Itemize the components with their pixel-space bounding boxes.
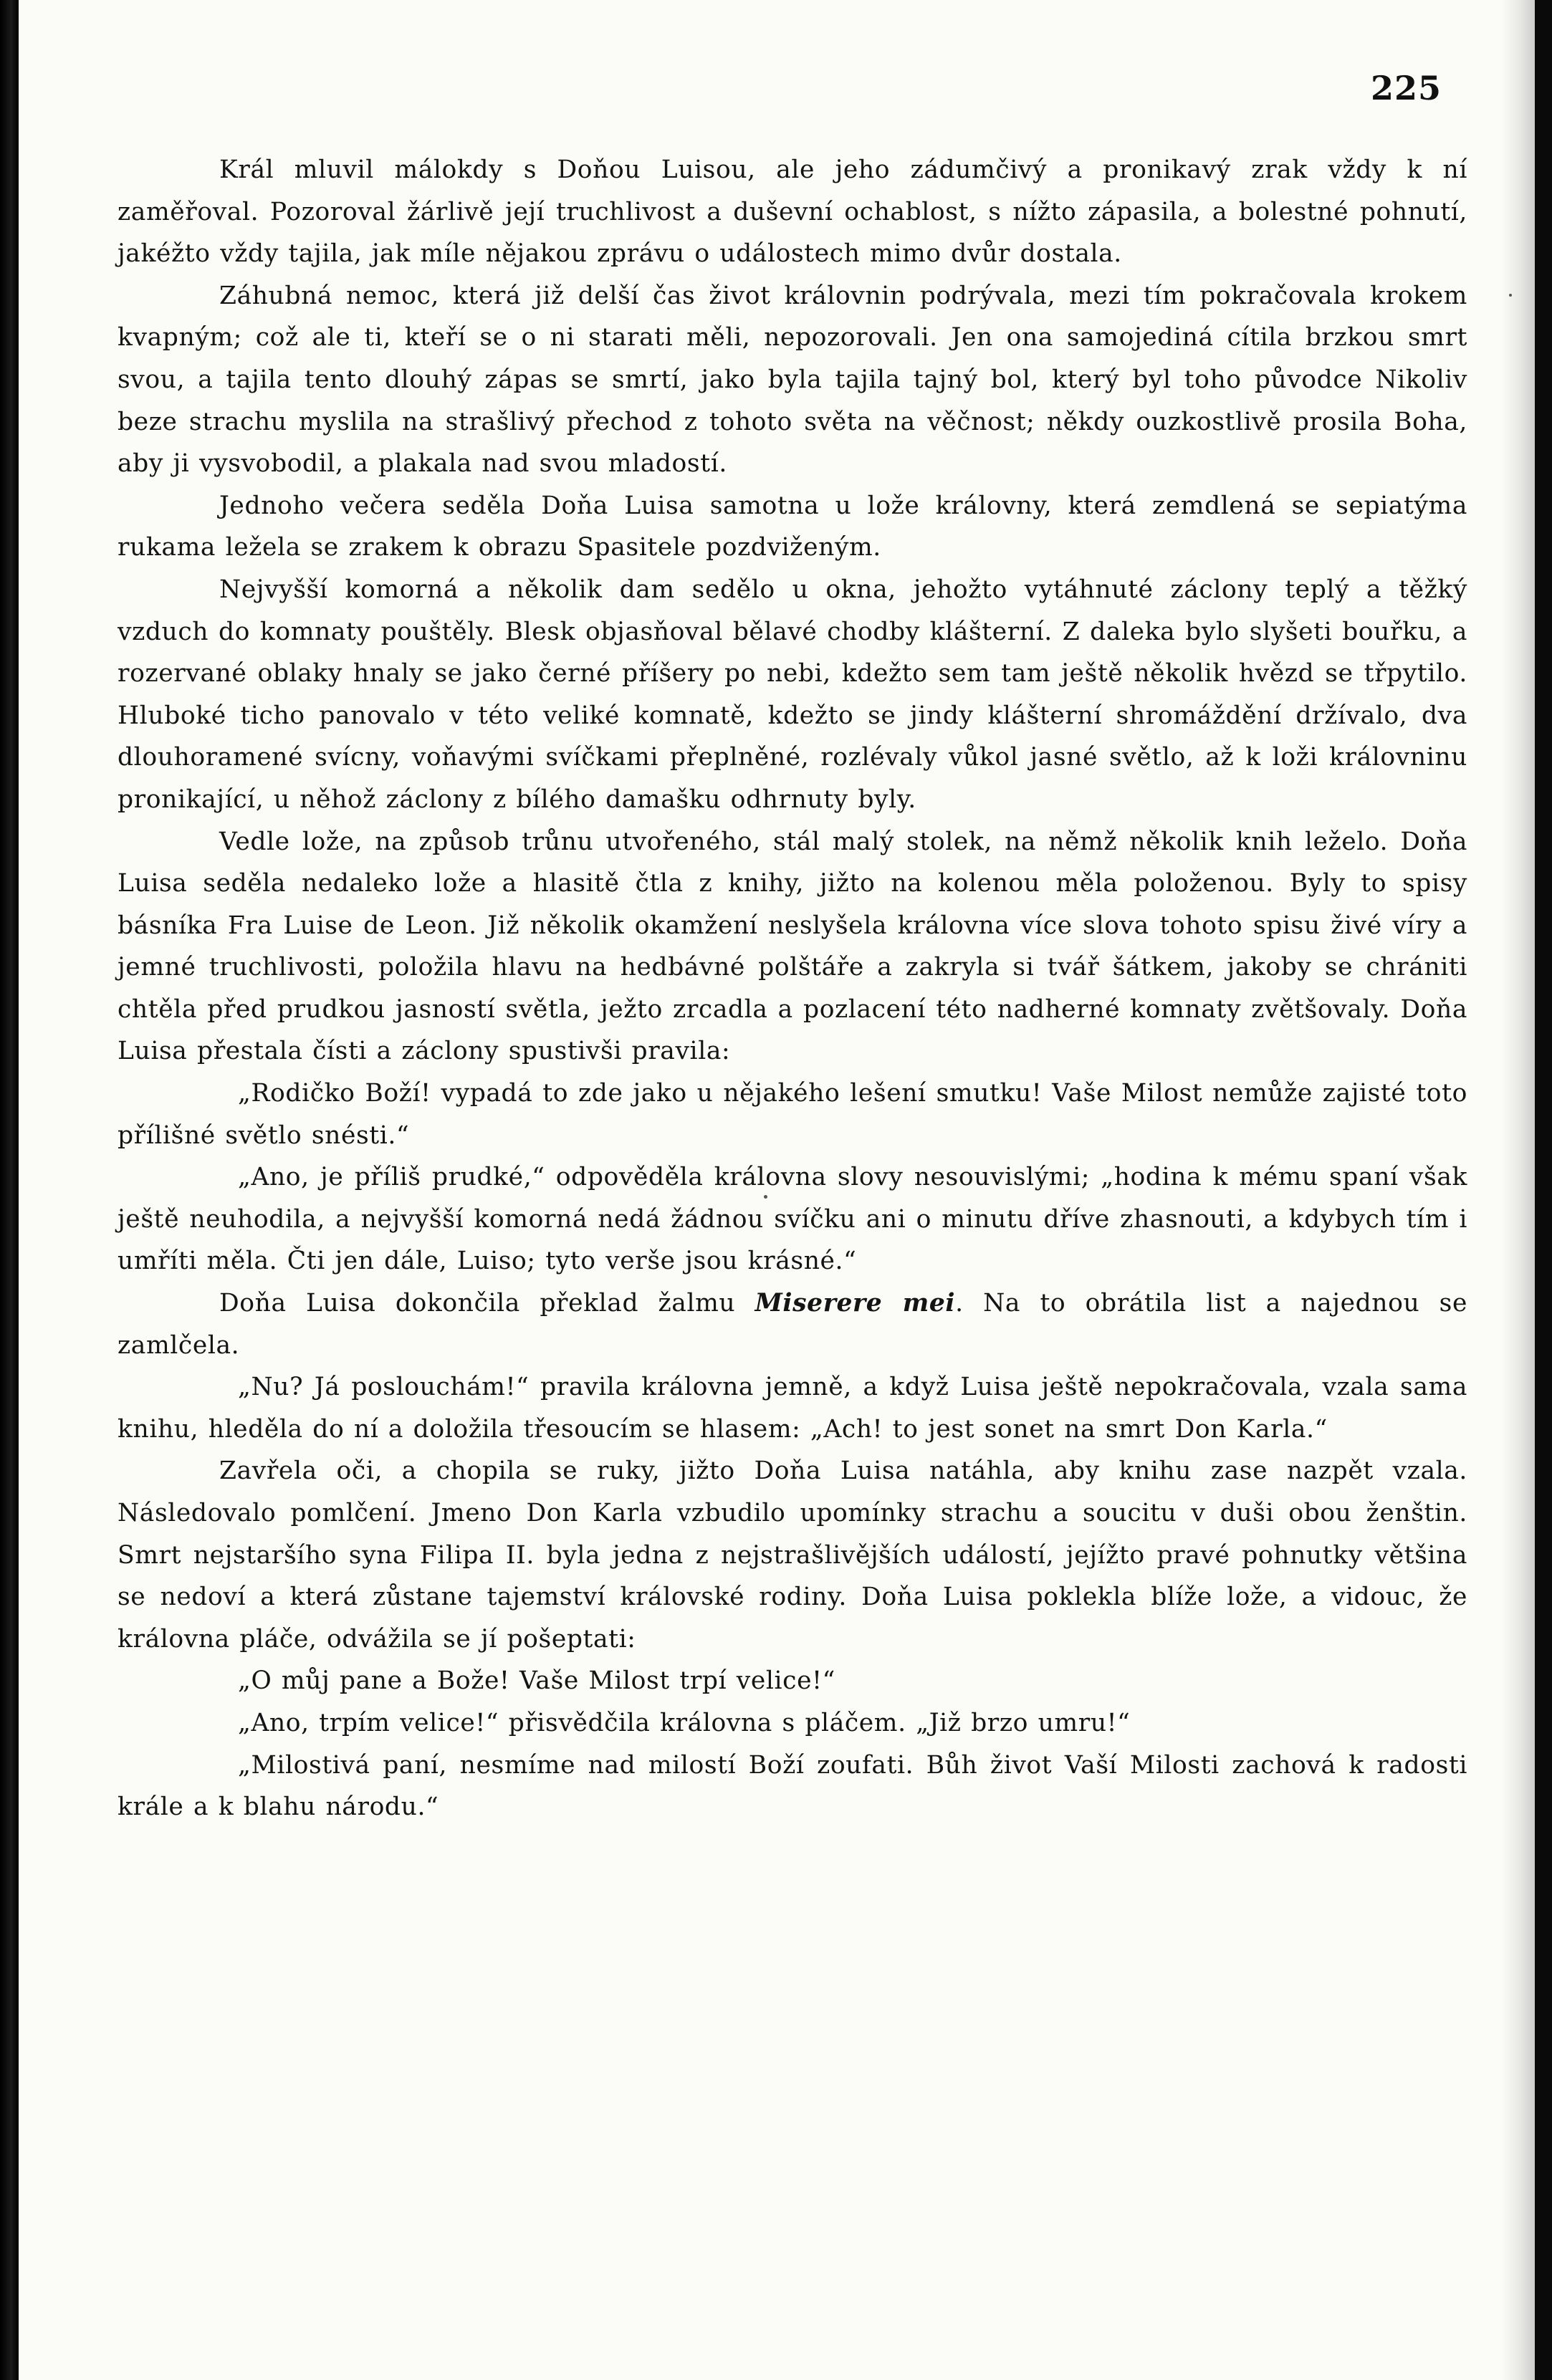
page-gutter-shadow (1502, 0, 1535, 2380)
paragraph-11-dialogue: „O můj pane a Bože! Vaše Milost trpí velice!“ (238, 1666, 835, 1696)
paragraph-9-dialogue: „Nu? Já poslouchám!“ pravila královna jemně, a když Luisa ještě nepokračovala, vzala sama knihu, hleděla do ní a doložila třesoucím se hlasem: „Ach! to jest sonet na smrt Don Karla.“ (118, 1373, 1467, 1444)
paragraph-1: Král mluvil málokdy s Doňou Luisou, ale jeho zádumčivý a pronikavý zrak vždy k ní zaměřoval. Pozoroval žárlivě její truchlivost a duševní ochablost, s nížto zápasila, a bolestné pohnutí, jakéžto vždy tajila, jak míle nějakou zprávu o událostech mimo dvůr dostala. (118, 155, 1467, 269)
book-page (19, 0, 1535, 2380)
paragraph-2: Záhubná nemoc, která již delší čas život královnin podrývala, mezi tím pokračovala krokem kvapným; což ale ti, kteří se o ni starati měli, nepozorovali. Jen ona samojediná cítila brzkou smrt svou, a tajila tento dlouhý zápas se smrtí, jako byla tajila tajný bol, který byl toho původce Nikoliv beze strachu myslila na strašlivý přechod z tohoto světa na věčnost; někdy ouzkostlivě prosila Boha, aby ji vysvobodil, a plakala nad svou mladostí. (118, 281, 1467, 479)
paragraph-10: Zavřela oči, a chopila se ruky, jižto Doňa Luisa natáhla, aby knihu zase nazpět vzala. Následovalo pomlčení. Jmeno Don Karla vzbudilo upomínky strachu a soucitu v duši obou ženštin. Smrt nejstaršího syna Filipa II. byla jedna z nejstrašlivějších událostí, jejížto pravé pohnutky většina se nedoví a která zůstane tajemství královské rodiny. Doňa Luisa poklekla blíže lože, a vidouc, že královna pláče, odvážila se jí pošeptati: (118, 1457, 1467, 1654)
paragraph-6-dialogue: „Rodičko Boží! vypadá to zde jako u nějakého lešení smutku! Vaše Milost nemůže zajisté toto přílišné světlo snésti.“ (118, 1079, 1467, 1150)
scan-speck (764, 1195, 767, 1199)
italic-psalm-title: Miserere mei (755, 1289, 956, 1318)
paragraph-13-dialogue: „Milostivá paní, nesmíme nad milostí Boží zoufati. Bůh život Vaší Milosti zachová k radosti krále a k blahu národu.“ (118, 1750, 1467, 1822)
paragraph-7-dialogue: „Ano, je příliš prudké,“ odpověděla královna slovy nesouvislými; „hodina k mému spaní však ještě neuhodila, a nejvyšší komorná nedá žádnou svíčku ani o minutu dříve zhasnouti, a kdybych tím i umříti měla. Čti jen dále, Luiso; tyto verše jsou krásné.“ (118, 1163, 1467, 1276)
scan-speck (1509, 294, 1512, 297)
page-number: 225 (1370, 69, 1442, 107)
scan-border-right (1535, 0, 1552, 2380)
paragraph-8 (118, 1282, 1467, 1366)
body-text (118, 149, 1467, 1828)
paragraph-8-text: Doňa Luisa dokončila překlad žalmu Miserere mei. Na to obrátila list a najednou se zamlčela. (118, 1289, 1467, 1360)
paragraph-12-dialogue: „Ano, trpím velice!“ přisvědčila královna s pláčem. „Již brzo umru!“ (238, 1708, 1131, 1737)
scan-border-left (0, 0, 19, 2380)
paragraph-3: Jednoho večera seděla Doňa Luisa samotna u lože královny, která zemdlená se sepiatýma rukama ležela se zrakem k obrazu Spasitele pozdviženým. (118, 491, 1467, 562)
paragraph-4: Nejvyšší komorná a několik dam sedělo u okna, jehožto vytáhnuté záclony teplý a těžký vzduch do komnaty pouštěly. Blesk objasňoval bělavé chodby klášterní. Z daleka bylo slyšeti bouřku, a rozervané oblaky hnaly se jako černé příšery po nebi, kdežto sem tam ještě několik hvězd se třpytilo. Hluboké ticho panovalo v této veliké komnatě, kdežto se jindy klášterní shromáždění držívalo, dva dlouhoramené svícny, voňavými svíčkami přeplněné, rozlévaly vůkol jasné světlo, až k loži královninu pronikající, u něhož záclony z bílého damašku odhrnuty byly. (118, 575, 1467, 814)
paragraph-5: Vedle lože, na způsob trůnu utvořeného, stál malý stolek, na němž několik knih leželo. Doňa Luisa seděla nedaleko lože a hlasitě čtla z knihy, jižto na kolenou měla položenou. Byly to spisy básníka Fra Luise de Leon. Již několik okamžení neslyšela královna více slova tohoto spisu živé víry a jemné truchlivosti, položila hlavu na hedbávné polštáře a zakryla si tvář šátkem, jakoby se chrániti chtěla před prudkou jasností světla, ježto zrcadla a pozlacení této nadherné komnaty zvětšovaly. Doňa Luisa přestala čísti a záclony spustivši pravila: (118, 827, 1467, 1066)
